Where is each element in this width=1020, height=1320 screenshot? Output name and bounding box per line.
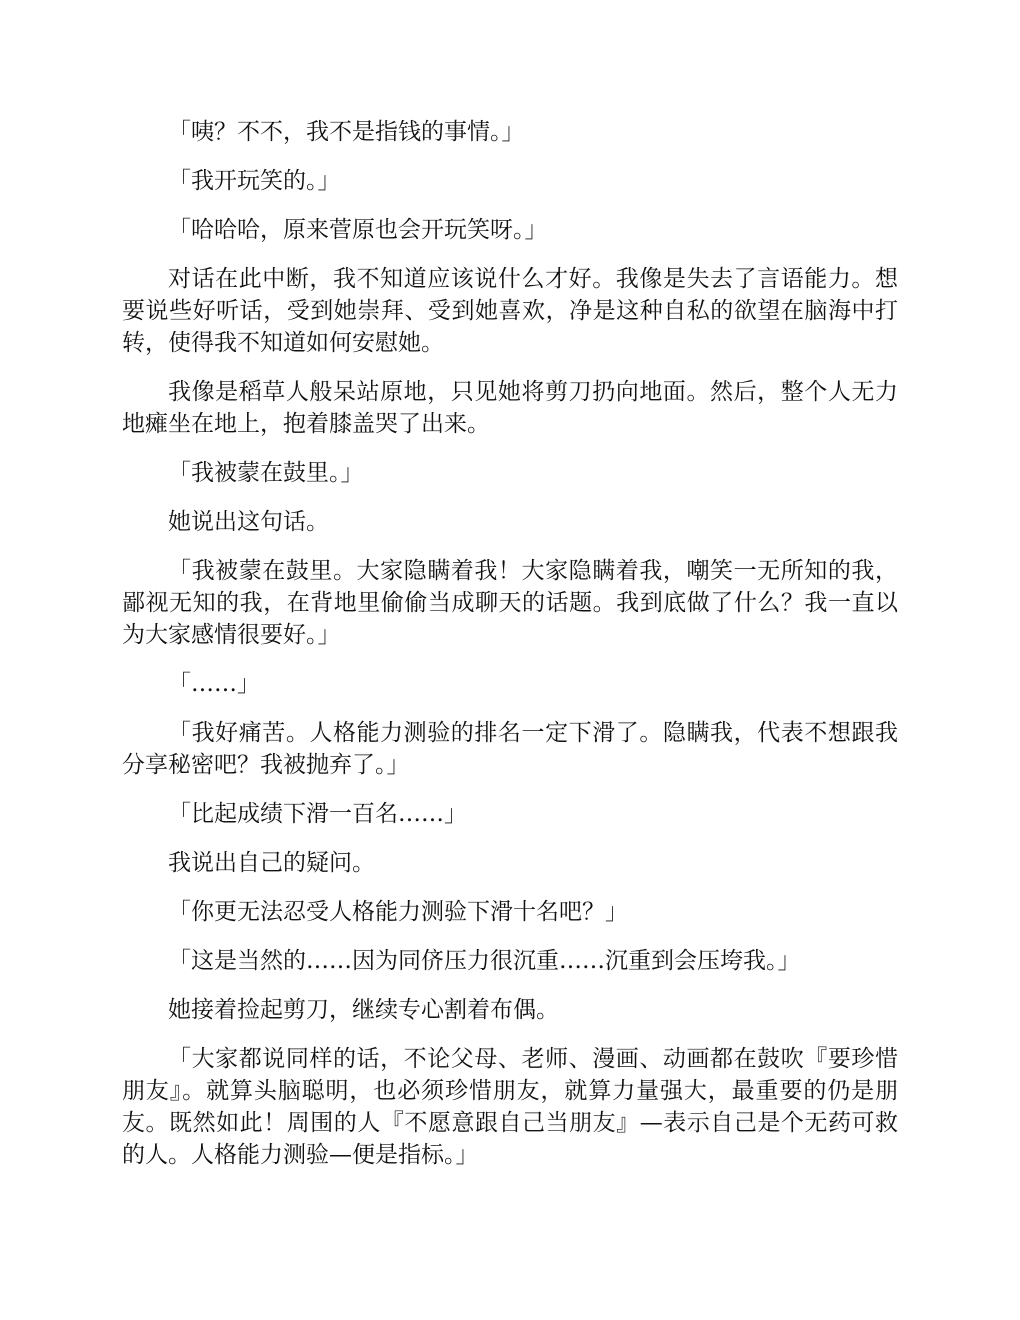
paragraph: 「我被蒙在鼓里。大家隐瞒着我！大家隐瞒着我，嘲笑一无所知的我，鄙视无知的我，在背地里偷偷当成聊天的话题。我到底做了什么？我一直以为大家感情很要好。」 [122, 558, 898, 648]
paragraph: 「我被蒙在鼓里。」 [168, 460, 364, 486]
paragraph: 我说出自己的疑问。 [168, 850, 375, 876]
paragraph: 对话在此中断，我不知道应该说什么才好。我像是失去了言语能力。想要说些好听话，受到她崇拜、受到她喜欢，净是这种自私的欲望在脑海中打转，使得我不知道如何安慰她。 [122, 266, 898, 356]
paragraph: 「比起成绩下滑一百名……」 [168, 801, 467, 827]
paragraph: 「你更无法忍受人格能力测验下滑十名吧？」 [168, 899, 628, 925]
paragraph: 「……」 [168, 671, 260, 697]
paragraph: 「我好痛苦。人格能力测验的排名一定下滑了。隐瞒我，代表不想跟我分享秘密吧？我被抛弃了。」 [122, 720, 898, 778]
paragraph: 她接着捡起剪刀，继续专心割着布偶。 [168, 997, 559, 1023]
paragraph: 「哈哈哈，原来菅原也会开玩笑呀。」 [168, 217, 548, 243]
paragraph: 「我开玩笑的。」 [168, 168, 341, 194]
paragraph: 「大家都说同样的话，不论父母、老师、漫画、动画都在鼓吹『要珍惜朋友』。就算头脑聪明，也必须珍惜朋友，就算力量强大，最重要的仍是朋友。既然如此！周围的人『不愿意跟自己当朋友』—表示自己是个无药可救的人。人格能力测验—便是指标。」 [122, 1046, 898, 1168]
paragraph: 她说出这句话。 [168, 509, 329, 535]
paragraph: 「这是当然的……因为同侪压力很沉重……沉重到会压垮我。」 [168, 948, 801, 974]
paragraph: 我像是稻草人般呆站原地，只见她将剪刀扔向地面。然后，整个人无力地瘫坐在地上，抱着膝盖哭了出来。 [122, 379, 898, 437]
paragraph: 「咦？不不，我不是指钱的事情。」 [168, 119, 525, 145]
document-page [122, 116, 898, 1188]
